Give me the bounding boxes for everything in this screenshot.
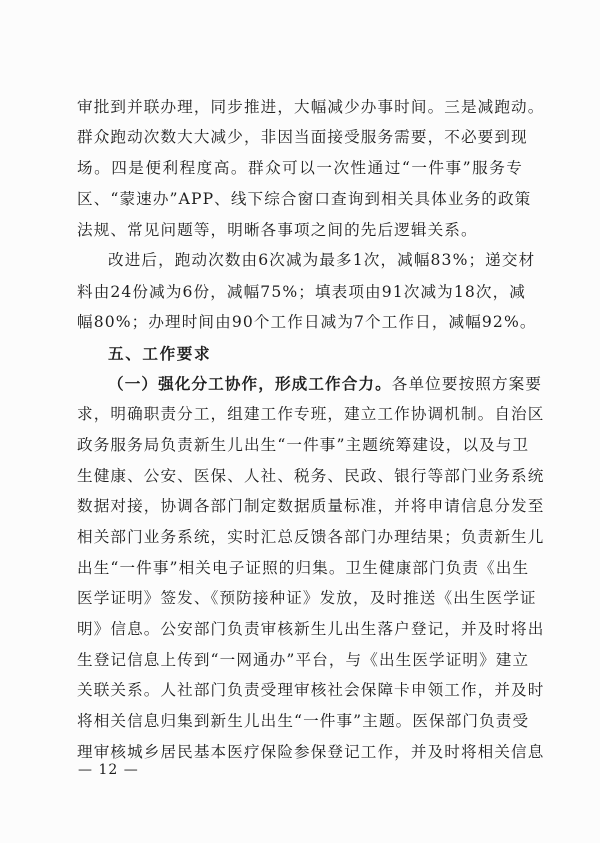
paragraph-line: 场。四是便利程度高。群众可以一次性通过“一件事”服务专 [77, 159, 523, 177]
paragraph-line: 明》信息。公安部门负责审核新生儿出生落户登记，并及时将出 [77, 620, 545, 638]
paragraph-line: 数据对接，协调各部门制定数据质量标准，并将申请信息分发至 [77, 497, 545, 515]
subsection-heading: （一）强化分工协作，形成工作合力。 [108, 374, 392, 393]
paragraph-text: 各单位要按照方案要 [391, 375, 543, 393]
paragraph-line: 出生“一件事”相关电子证照的归集。卫生健康部门负责《出生 [77, 559, 530, 577]
paragraph-line: 求，明确职责分工，组建工作专班，建立工作协调机制。自治区 [77, 405, 545, 423]
section-heading: 五、工作要求 [108, 345, 212, 363]
paragraph-line: 群众跑动次数大大减少，非因当面接受服务需要，不必要到现 [77, 128, 528, 146]
paragraph-line: 幅80%；办理时间由90个工作日减为7个工作日，减幅92%。 [77, 313, 537, 331]
paragraph-line: 生健康、公安、医保、人社、税务、民政、银行等部门业务系统 [77, 467, 545, 485]
paragraph-line: 医学证明》签发、《预防接种证》发放，及时推送《出生医学证 [77, 589, 537, 607]
paragraph-line [108, 370, 543, 398]
paragraph-line: 法规、常见问题等，明晰各事项之间的先后逻辑关系。 [77, 221, 478, 239]
paragraph-line: 关联关系。人社部门负责受理审核社会保障卡申领工作，并及时 [77, 681, 545, 699]
paragraph-line: 将相关信息归集到新生儿出生“一件事”主题。医保部门负责受 [77, 712, 530, 730]
paragraph-line: 改进后，跑动次数由6次减为最多1次，减幅83%；递交材 [108, 251, 536, 269]
paragraph-line: 区、“蒙速办”APP、线下综合窗口查询到相关具体业务的政策 [77, 190, 532, 208]
paragraph-line: 政务服务局负责新生儿出生“一件事”主题统筹建设，以及与卫 [77, 436, 530, 454]
paragraph-line: 相关部门业务系统，实时汇总反馈各部门办理结果；负责新生儿 [77, 528, 545, 546]
paragraph-line: 生登记信息上传到“一网通办”平台，与《出生医学证明》建立 [77, 651, 530, 669]
paragraph-line: 理审核城乡居民基本医疗保险参保登记工作，并及时将相关信息 [77, 743, 545, 761]
paragraph-line: 审批到并联办理，同步推进，大幅减少办事时间。三是减跑动。 [77, 98, 545, 116]
page-number: — 12 — [78, 762, 139, 778]
paragraph-line: 料由24份减为6份，减幅75%；填表项由91次减为18次，减 [77, 283, 526, 301]
